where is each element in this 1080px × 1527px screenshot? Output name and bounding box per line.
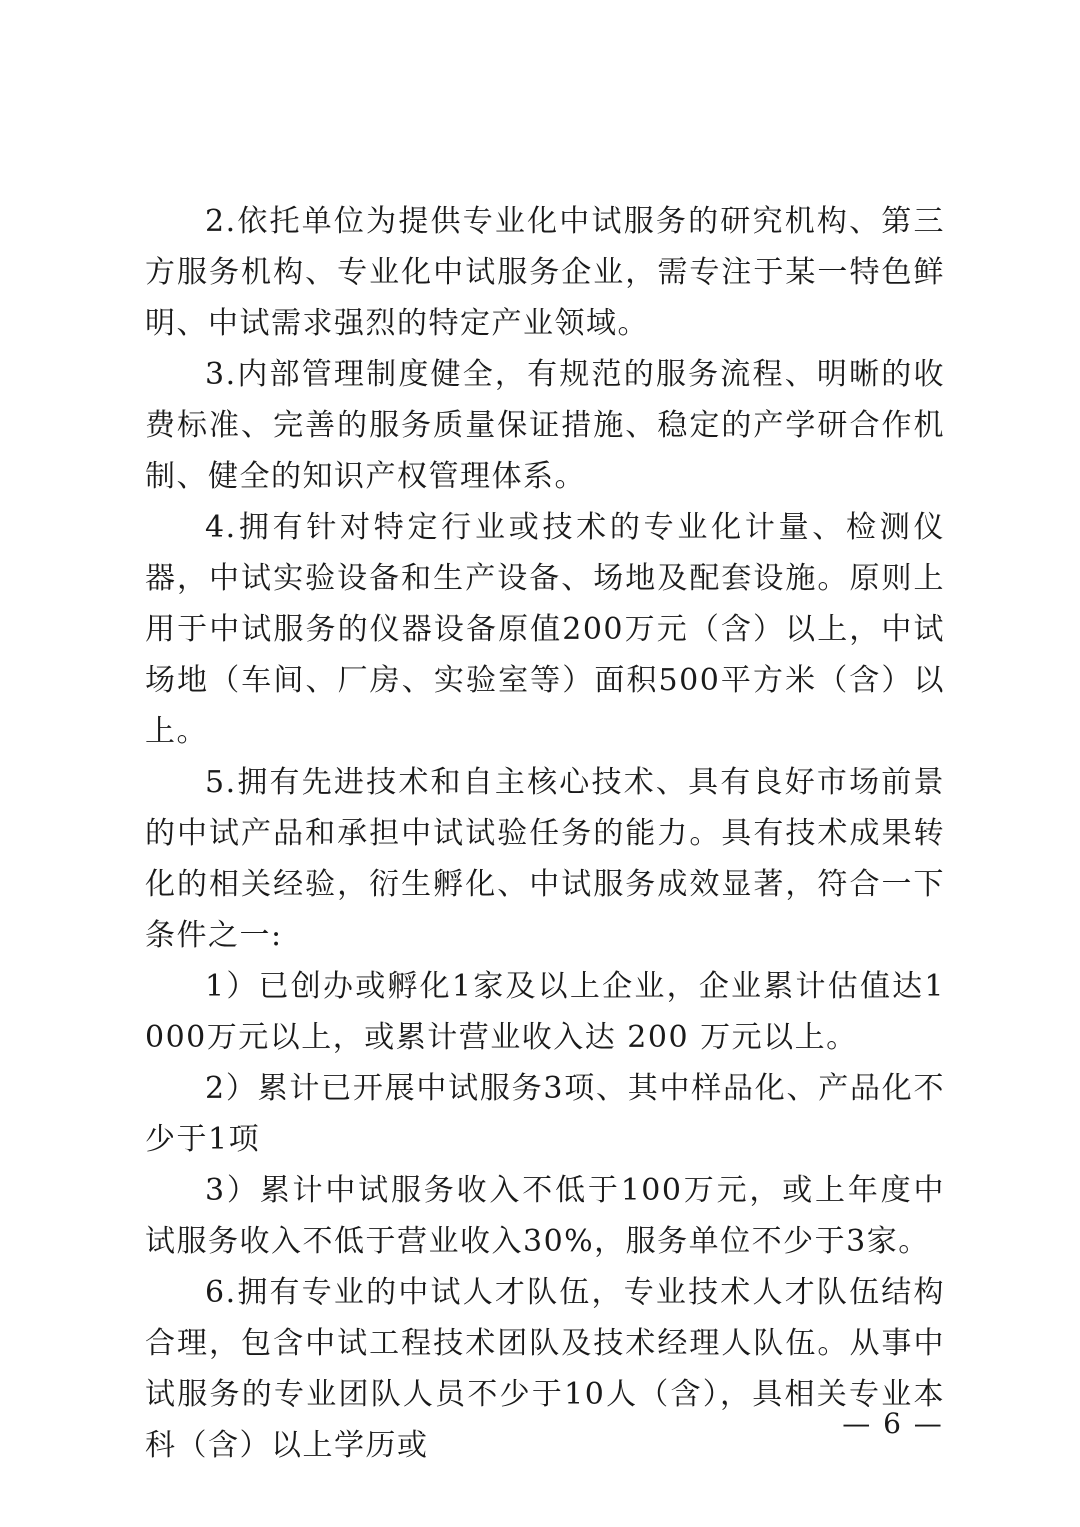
paragraph-subitem-2: 2）累计已开展中试服务3项、其中样品化、产品化不少于1项	[145, 1071, 945, 1157]
paragraph-item-6: 6.拥有专业的中试人才队伍，专业技术人才队伍结构合理，包含中试工程技术团队及技术经理人队伍。从事中试服务的专业团队人员不少于10人（含），具相关专业本科（含）以上学历或	[145, 1275, 945, 1463]
paragraph-item-5: 5.拥有先进技术和自主核心技术、具有良好市场前景的中试产品和承担中试试验任务的能力。具有技术成果转化的相关经验，衍生孵化、中试服务成效显著，符合一下条件之一:	[145, 765, 945, 953]
document-body	[145, 196, 945, 1471]
page-number: — 6 —	[842, 1407, 944, 1440]
paragraph-subitem-1: 1）已创办或孵化1家及以上企业，企业累计估值达1000万元以上，或累计营业收入达 200 万元以上。	[145, 969, 945, 1055]
paragraph-item-3: 3.内部管理制度健全，有规范的服务流程、明晰的收费标准、完善的服务质量保证措施、稳定的产学研合作机制、健全的知识产权管理体系。	[145, 357, 945, 494]
paragraph-item-4: 4.拥有针对特定行业或技术的专业化计量、检测仪器，中试实验设备和生产设备、场地及配套设施。原则上用于中试服务的仪器设备原值200万元（含）以上，中试场地（车间、厂房、实验室等）面积500平方米（含）以上。	[145, 510, 945, 749]
paragraph-item-2: 2.依托单位为提供专业化中试服务的研究机构、第三方服务机构、专业化中试服务企业，需专注于某一特色鲜明、中试需求强烈的特定产业领域。	[145, 204, 945, 341]
paragraph-subitem-3: 3）累计中试服务收入不低于100万元，或上年度中试服务收入不低于营业收入30%，服务单位不少于3家。	[145, 1173, 945, 1259]
